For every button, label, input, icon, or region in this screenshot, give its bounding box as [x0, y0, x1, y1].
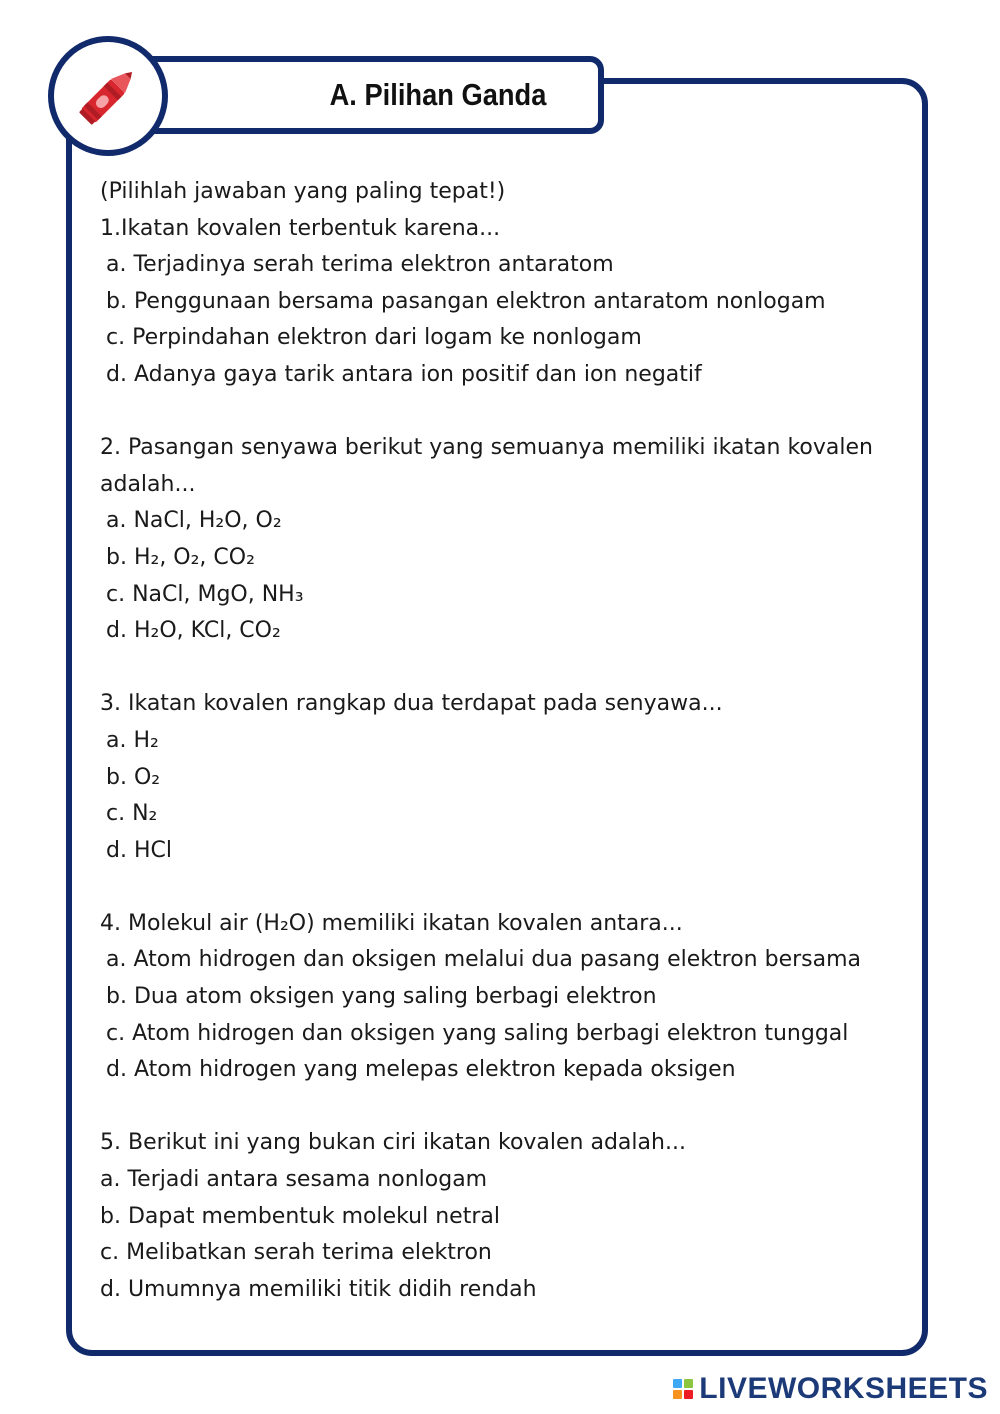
q2-option-c[interactable]: c. NaCl, MgO, NH₃ [106, 581, 304, 607]
question-5-text: 5. Berikut ini yang bukan ciri ikatan kovalen adalah... [100, 1130, 686, 1156]
logo-square [684, 1390, 693, 1399]
q1-option-d[interactable]: d. Adanya gaya tarik antara ion positif dan ion negatif [106, 361, 702, 387]
logo-square [673, 1379, 682, 1388]
q3-option-d[interactable]: d. HCl [106, 837, 172, 863]
q5-option-d[interactable]: d. Umumnya memiliki titik didih rendah [100, 1276, 537, 1302]
q5-option-a[interactable]: a. Terjadi antara sesama nonlogam [100, 1167, 488, 1193]
footer-brand [673, 1372, 988, 1406]
q3-option-c[interactable]: c. N₂ [106, 801, 158, 827]
q4-option-d[interactable]: d. Atom hidrogen yang melepas elektron kepada oksigen [106, 1057, 736, 1083]
badge-circle [48, 36, 168, 156]
q3-option-a[interactable]: a. H₂ [106, 727, 159, 753]
q1-option-c[interactable]: c. Perpindahan elektron dari logam ke nonlogam [106, 325, 642, 351]
q2-option-b[interactable]: b. H₂, O₂, CO₂ [106, 544, 255, 570]
q4-option-b[interactable]: b. Dua atom oksigen yang saling berbagi elektron [106, 984, 657, 1010]
brand-name[interactable]: LIVEWORKSHEETS [699, 1372, 988, 1405]
crayon-icon [66, 54, 150, 138]
liveworksheets-logo-icon [673, 1379, 693, 1399]
spacer [100, 394, 910, 431]
q2-option-a[interactable]: a. NaCl, H₂O, O₂ [106, 508, 282, 534]
spacer [100, 1089, 910, 1126]
title-banner [110, 56, 604, 134]
question-2-text-cont: adalah... [100, 471, 196, 497]
q2-option-d[interactable]: d. H₂O, KCl, CO₂ [106, 618, 281, 644]
spacer [100, 650, 910, 687]
q3-option-b[interactable]: b. O₂ [106, 764, 161, 790]
section-title: A. Pilihan Ganda [329, 77, 547, 112]
q4-option-c[interactable]: c. Atom hidrogen dan oksigen yang saling berbagi elektron tunggal [106, 1020, 849, 1046]
q5-option-b[interactable]: b. Dapat membentuk molekul netral [100, 1203, 500, 1229]
q1-option-a[interactable]: a. Terjadinya serah terima elektron antaratom [106, 252, 614, 278]
question-4-text: 4. Molekul air (H₂O) memiliki ikatan kovalen antara... [100, 910, 683, 936]
question-3-text: 3. Ikatan kovalen rangkap dua terdapat pada senyawa... [100, 691, 723, 717]
logo-square [673, 1390, 682, 1399]
spacer [100, 869, 910, 906]
q5-option-c[interactable]: c. Melibatkan serah terima elektron [100, 1240, 492, 1266]
q4-option-a[interactable]: a. Atom hidrogen dan oksigen melalui dua pasang elektron bersama [106, 947, 862, 973]
logo-square [684, 1379, 693, 1388]
question-1-text: 1.Ikatan kovalen terbentuk karena... [100, 215, 501, 241]
instruction-text: (Pilihlah jawaban yang paling tepat!) [100, 179, 506, 204]
question-list [100, 174, 910, 1308]
question-2-text: 2. Pasangan senyawa berikut yang semuanya memiliki ikatan kovalen [100, 435, 873, 461]
q1-option-b[interactable]: b. Penggunaan bersama pasangan elektron antaratom nonlogam [106, 288, 826, 314]
